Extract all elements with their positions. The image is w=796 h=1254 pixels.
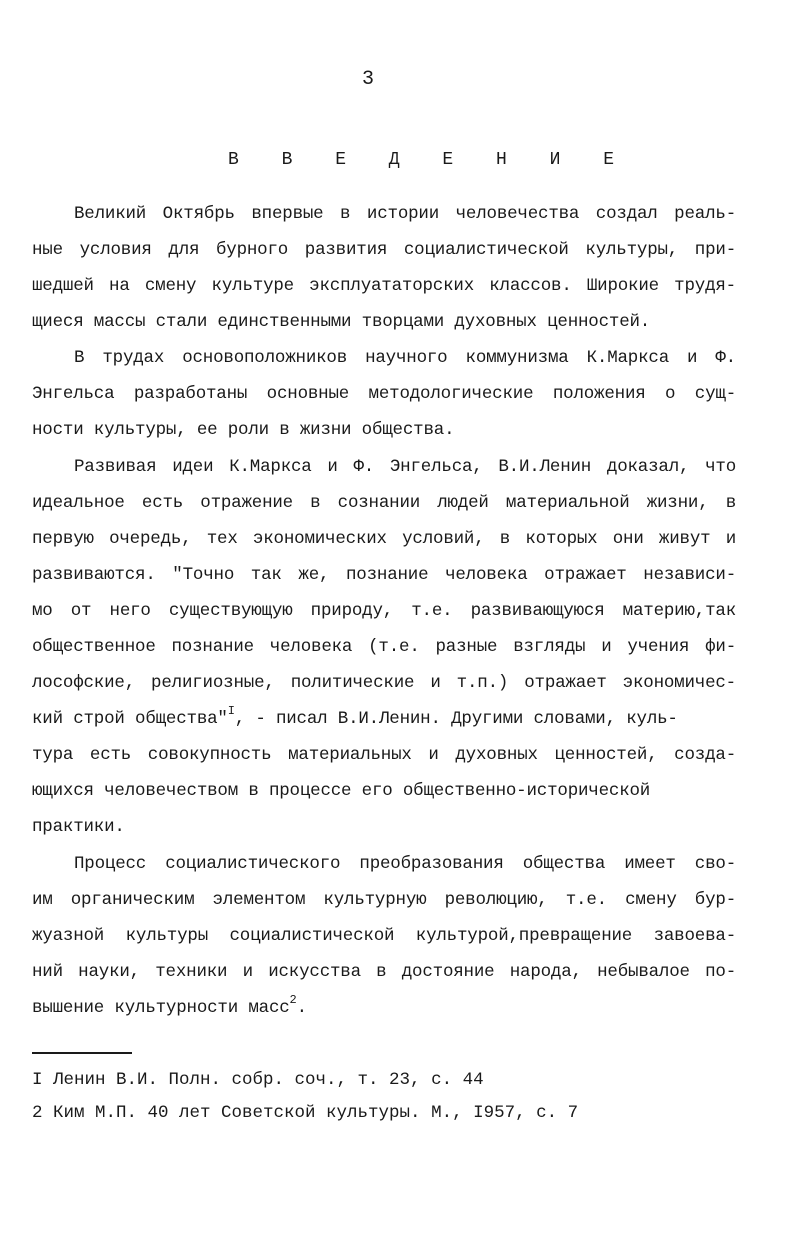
text-line: щиеся массы стали единственными творцами духовных ценностей. xyxy=(32,312,651,332)
text-line: лософские, религиозные, политические и т.п.) отражает экономичес- xyxy=(32,673,736,693)
text-line: шедшей на смену культуре эксплуататорских классов. Широкие трудя- xyxy=(32,276,736,296)
text-line: ющихся человечеством в процессе его общественно-исторической xyxy=(32,781,651,801)
text-line: идеальное есть отражение в сознании людей материальной жизни, в xyxy=(32,493,736,513)
text-line xyxy=(32,993,736,1019)
text-fragment: . xyxy=(296,998,307,1018)
text-line: ности культуры, ее роли в жизни общества. xyxy=(32,420,455,440)
text-line: тура есть совокупность материальных и духовных ценностей, созда- xyxy=(32,745,736,765)
text-line: Процесс социалистического преобразования общества имеет сво- xyxy=(74,854,736,874)
text-fragment: , - писал В.И.Ленин. Другими словами, куль- xyxy=(234,709,678,729)
text-line: практики. xyxy=(32,817,125,837)
footnote-2: 2 Ким М.П. 40 лет Советской культуры. М., I957, с. 7 xyxy=(32,1103,579,1123)
text-line: Энгельса разработаны основные методологические положения о сущ- xyxy=(32,384,736,404)
page-number: 3 xyxy=(361,68,374,91)
footnote-marker-1: I xyxy=(227,704,235,718)
text-fragment: кий строй общества" xyxy=(32,709,228,729)
text-line: ные условия для бурного развития социалистической культуры, при- xyxy=(32,240,736,260)
text-fragment: вышение культурности масс xyxy=(32,998,290,1018)
text-line: ний науки, техники и искусства в достояние народа, небывалое по- xyxy=(32,962,736,982)
text-line: мо от него существующую природу, т.е. развивающуюся материю,так xyxy=(32,601,736,621)
text-line: общественное познание человека (т.е. разные взгляды и учения фи- xyxy=(32,637,736,657)
text-line: В трудах основоположников научного коммунизма К.Маркса и Ф. xyxy=(74,348,736,368)
text-line xyxy=(32,704,736,730)
text-line: Развивая идеи К.Маркса и Ф. Энгельса, В.И.Ленин доказал, что xyxy=(74,457,736,477)
text-line: Великий Октябрь впервые в истории человечества создал реаль- xyxy=(74,204,736,224)
footnote-marker-2: 2 xyxy=(289,993,297,1007)
footnote-divider xyxy=(32,1052,132,1054)
text-line: развиваются. "Точно так же, познание человека отражает независи- xyxy=(32,565,736,585)
footnote-1: I Ленин В.И. Полн. собр. соч., т. 23, с. 44 xyxy=(32,1070,484,1090)
text-line: жуазной культуры социалистической культурой,превращение завоева- xyxy=(32,926,736,946)
text-line: им органическим элементом культурную революцию, т.е. смену бур- xyxy=(32,890,736,910)
text-line: первую очередь, тех экономических условий, в которых они живут и xyxy=(32,529,736,549)
page-title: В В Е Д Е Н И Е xyxy=(228,150,631,170)
